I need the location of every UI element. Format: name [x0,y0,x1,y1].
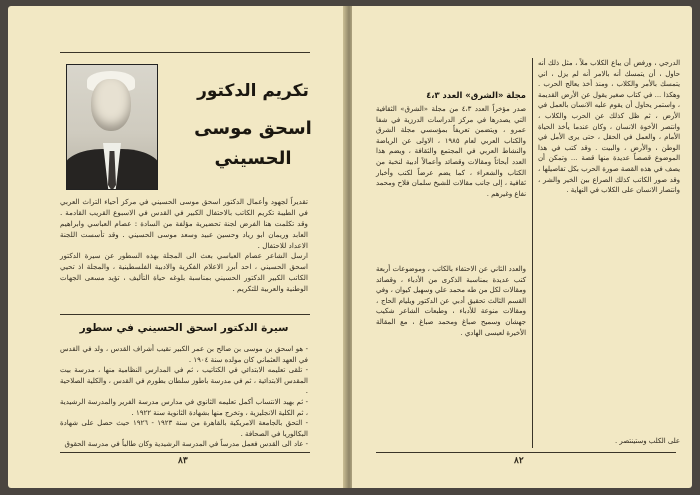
bio-item: - التحق بالجامعة الامريكية بالقاهرة من سنة ١٩٢٣ - ١٩٢٦ حيث حصل على شهادة البكالوريا في الصحافة . [60,418,308,439]
intro-paragraph: تقديراً لجهود وأعمال الدكتور اسحق موسى الحسيني في مركز أحياء التراث العربي في الطيبة تكريم الكاتب بالاحتفال الكبير في القدس في الاسبوع القريب القادمة . وقد تكلمت هنا الفرض لجنة تحضيرية مؤلفة من السادة : عصام العباسي وابراهيم العابد وريمان ابو رياد وحسين عبيد وسعد موسى الحسيني . وقد تأسست اللجنة الاعداد للاحتفال . [60,197,308,250]
page-number: ٨٣ [178,456,188,466]
author-photo [66,64,158,190]
column-divider [532,58,533,448]
photo-face [91,79,131,131]
bio-item: - عاد الى القدس فعمل مدرساً في المدرسة الرشيدية وكان طالباً في مدرسة الحقوق [60,439,308,450]
mid-rule [60,314,310,315]
page-number: ٨٢ [514,456,524,466]
bottom-rule [376,452,676,453]
title-line-1: تكريم الدكتور [197,81,309,101]
right-column-text: صدر مؤخراً العدد ٤،٣ من مجلة «الشرق» الثقافية التي يصدرها في مركز الدراسات الدرزية في شفا عمرو ، ويتضمن تعريفاً بمؤسسي مجلة الشرق والكتاب العربي لعام ١٩٨٥ ، الاولى عن الرياضة والنشاط العربي في المجتمع والثقافة ، ويضم هذا العدد أبحاثاً ومقالات وقصائد وأعمالاً أدبية لنخبة من الكتاب والشعراء ، كما يضم عرضاً لكتب وأخبار ثقافية ، إلى جانب مقالات للشيخ سلمان فلاح ومحمد نفاع وغيرهم . [376,105,526,198]
bio-subheading: سيرة الدكتور اسحق الحسيني في سطور [79,322,289,334]
title-line-2: اسحق موسى الحسيني [194,118,312,169]
top-rule [60,52,310,53]
bio-list [60,344,308,450]
bio-item: - هو اسحق بن موسى بن صالح بن عمر الكبير نقيب أشراف القدس ، ولد في القدس في العهد العثماني كان مولده سنة ١٩٠٤ . [60,344,308,365]
bottom-rule [60,452,310,453]
article-title [158,78,346,174]
left-column-end: على الكلب وستينتصر . [615,437,680,445]
bio-item: - ثم بهيد الانتساب أكمل تعليمه الثانوي في مدارس مدرسة الفرير والمدرسة الرشيدية ، ثم الكلية الانجليزية ، وتخرج منها بشهادة الثانوية سنة ١٩٢٢ . [60,397,308,418]
left-page [8,6,346,488]
left-column-text: الدرجي ، ورفض أن يباع الكلاب ملاً ، مثل ذلك أنه حاول ، أن يتمسك أنه بالامر أنه لم يزل ، اني يتمسك بالأمر والكلاب ، ومنذ أخذ يعالج الحرب . وهكذا ... في كتاب صغير يقول عن الأرض القديمة ، واستمر يحاول أن يقوم عليه الانسان بالعمل في الأرض ، ثم ظل كذلك عن الحرب والكلاب ، وانتصر الأخوة الانسان ، وكان عندما يأخذ الحياة الأمام ، والعمل في الحقل ، حتى يرى الأمل في الوطن ، والأرض ، والبيت . وقد كتب في هذا الموضوع قصصاً عديدة منها قصة ... وتمكن أن يصف في هذه القصة صورة الحرب بكل تفاصيلها ، وقد صور الكاتب كذلك الصراع بين الخير والشر ، وانتصار الانسان على الكلاب في النهاية . [538,59,680,195]
bio-item: - تلقى تعليمه الابتدائي في الكتاتيب ، ثم في المدارس النظامية منها ، مدرسة بيت المقدس الابتدائية ، ثم في مدرسة باطوز سلطان بطورم في القدس ، والكلية الصلاحية . [60,365,308,397]
bio-paragraph: ارسل الشاعر عصام العباسي بعث الى المجلة بهذه السطور عن سيرة الدكتور اسحق الحسيني ، احد أبرز الاعلام الفكرية والادبية الفلسطينية ، والمجلة اذ تحيي الكاتب الكبير الدكتور الحسيني بمناسبة بلوغه حياة التأليف ، تؤيد مسعى الجهات الوطنية والعربية للتكريم . [60,251,308,293]
right-column-text-2: والعدد الثاني عن الاحتفاء بالكاتب ، وموضوعات أربعة كتب عديدة بمناسبة الذكرى من الأدباء ، وقصائد ومقالات لكل من طه محمد علي وسهيل كيوان ، وفي القسم الثالث تحقيق أدبي عن الدكتور ويليام الحاج ، ومقالات منوعة للأدباء ، وطبعات الشاعر شكيب جهشان وسميح صباغ ومحمد صباغ ، مع المقالة الأخيرة لعيسى الهادي . [376,265,526,337]
column-heading: مجلة «الشرق» العدد ٤،٣ [426,90,526,100]
right-page [352,6,692,488]
